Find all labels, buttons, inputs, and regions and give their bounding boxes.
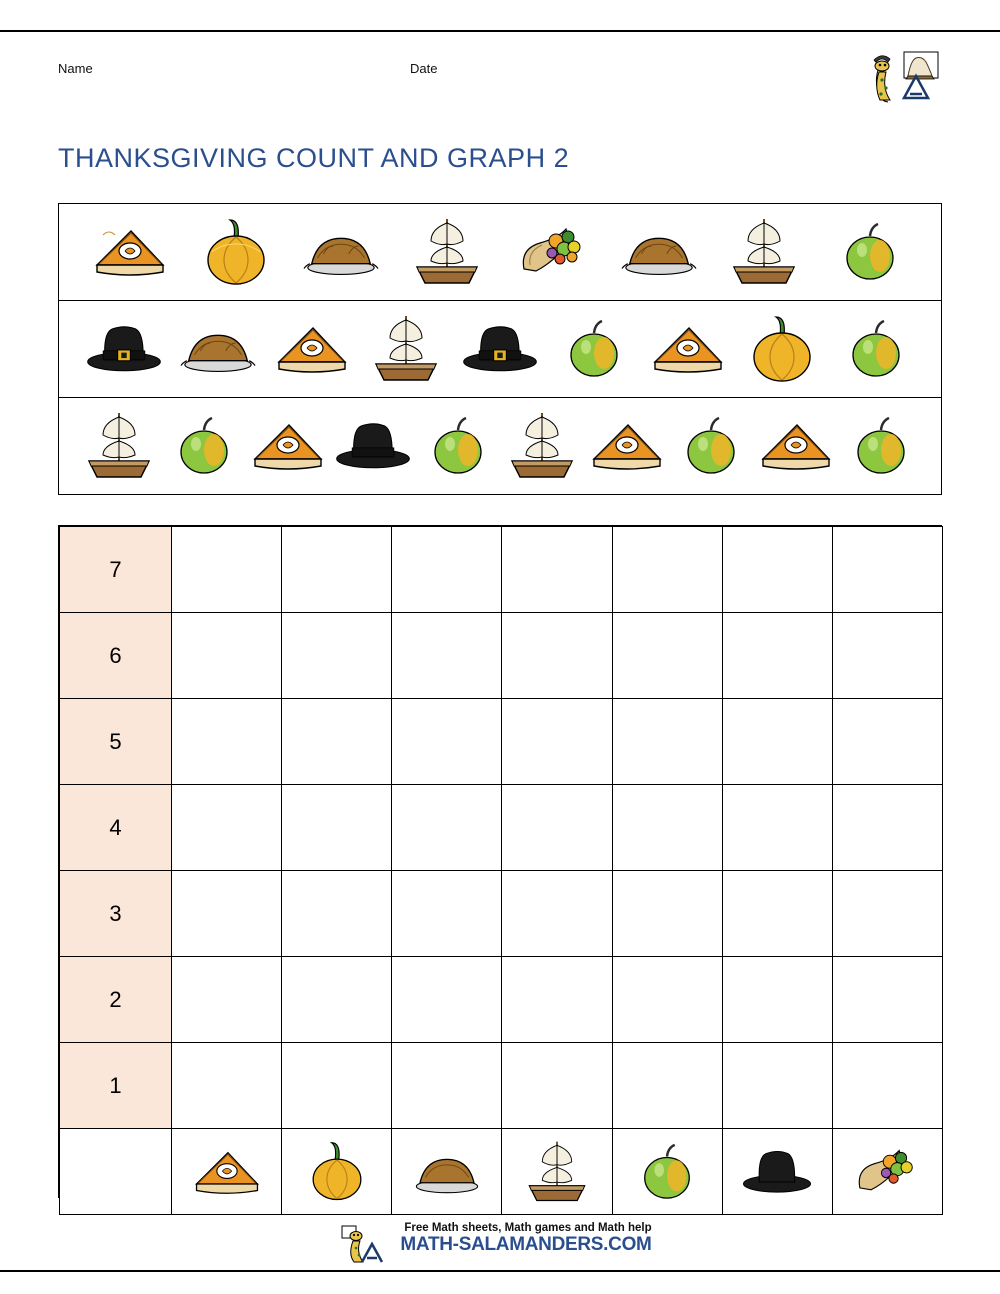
graph-cell[interactable]	[832, 871, 942, 957]
column-header-hat	[722, 1129, 832, 1215]
column-header-apple	[612, 1129, 722, 1215]
pie-icon	[757, 407, 835, 485]
graph-cell[interactable]	[612, 785, 722, 871]
graph-cell[interactable]	[832, 957, 942, 1043]
graph-cell[interactable]	[832, 613, 942, 699]
ship-icon	[408, 213, 486, 291]
graph-cell[interactable]	[832, 527, 942, 613]
graph-grid	[58, 525, 942, 1198]
turkey-icon	[302, 213, 380, 291]
picture-rows-box	[58, 203, 942, 495]
graph-cell[interactable]	[612, 957, 722, 1043]
axis-corner-cell	[60, 1129, 172, 1215]
footer-tagline: Free Math sheets, Math games and Math help	[404, 1222, 652, 1234]
table-row	[60, 1129, 943, 1215]
cornucopia-icon	[851, 1136, 923, 1208]
column-header-pumpkin	[282, 1129, 392, 1215]
graph-cell[interactable]	[172, 613, 282, 699]
graph-cell[interactable]	[172, 785, 282, 871]
y-axis-label: 7	[60, 527, 172, 613]
graph-cell[interactable]	[722, 957, 832, 1043]
graph-cell[interactable]	[722, 1043, 832, 1129]
pie-icon	[273, 310, 351, 388]
hat-icon	[461, 310, 539, 388]
ship-icon	[80, 407, 158, 485]
table-row	[60, 613, 943, 699]
date-label: Date	[410, 61, 438, 76]
ship-icon	[503, 407, 581, 485]
table-row	[60, 1043, 943, 1129]
pie-icon	[588, 407, 666, 485]
graph-cell[interactable]	[392, 613, 502, 699]
graph-cell[interactable]	[502, 527, 612, 613]
hat-icon	[741, 1136, 813, 1208]
graph-cell[interactable]	[832, 699, 942, 785]
graph-cell[interactable]	[502, 613, 612, 699]
graph-cell[interactable]	[282, 613, 392, 699]
graph-cell[interactable]	[612, 1043, 722, 1129]
apple-icon	[831, 213, 909, 291]
graph-cell[interactable]	[722, 785, 832, 871]
graph-cell[interactable]	[392, 527, 502, 613]
pumpkin-icon	[301, 1136, 373, 1208]
y-axis-label: 5	[60, 699, 172, 785]
column-header-ship	[502, 1129, 612, 1215]
graph-cell[interactable]	[282, 699, 392, 785]
turkey-icon	[179, 310, 257, 388]
graph-cell[interactable]	[502, 1043, 612, 1129]
footer	[0, 1222, 1000, 1256]
apple-icon	[631, 1136, 703, 1208]
turkey-icon	[411, 1136, 483, 1208]
salamander-logo-icon	[340, 1224, 392, 1264]
graph-cell[interactable]	[392, 699, 502, 785]
graph-cell[interactable]	[172, 1043, 282, 1129]
graph-cell[interactable]	[612, 527, 722, 613]
graph-cell[interactable]	[722, 699, 832, 785]
column-header-pie	[172, 1129, 282, 1215]
ship-icon	[367, 310, 445, 388]
graph-cell[interactable]	[172, 957, 282, 1043]
apple-icon	[672, 407, 750, 485]
picture-row	[59, 204, 941, 301]
graph-cell[interactable]	[282, 785, 392, 871]
y-axis-label: 1	[60, 1043, 172, 1129]
pie-icon	[91, 213, 169, 291]
pie-icon	[249, 407, 327, 485]
table-row	[60, 785, 943, 871]
y-axis-label: 3	[60, 871, 172, 957]
math-salamanders-turkey-logo-icon	[864, 50, 944, 108]
column-header-cornucopia	[832, 1129, 942, 1215]
graph-cell[interactable]	[612, 699, 722, 785]
pie-icon	[191, 1136, 263, 1208]
picture-row	[59, 398, 941, 494]
y-axis-label: 2	[60, 957, 172, 1043]
name-label: Name	[58, 61, 93, 76]
apple-icon	[837, 310, 915, 388]
graph-cell[interactable]	[392, 957, 502, 1043]
column-header-turkey	[392, 1129, 502, 1215]
hat-icon	[334, 407, 412, 485]
graph-cell[interactable]	[282, 871, 392, 957]
graph-cell[interactable]	[832, 1043, 942, 1129]
ship-icon	[521, 1136, 593, 1208]
graph-cell[interactable]	[392, 785, 502, 871]
graph-cell[interactable]	[722, 527, 832, 613]
pumpkin-icon	[197, 213, 275, 291]
graph-cell[interactable]	[172, 871, 282, 957]
page-title: THANKSGIVING COUNT AND GRAPH 2	[58, 143, 570, 174]
graph-cell[interactable]	[612, 871, 722, 957]
turkey-icon	[620, 213, 698, 291]
bottom-divider	[0, 1270, 1000, 1272]
graph-cell[interactable]	[502, 699, 612, 785]
ship-icon	[725, 213, 803, 291]
apple-icon	[165, 407, 243, 485]
graph-cell[interactable]	[502, 957, 612, 1043]
graph-cell[interactable]	[722, 613, 832, 699]
graph-cell[interactable]	[282, 957, 392, 1043]
graph-cell[interactable]	[722, 871, 832, 957]
apple-icon	[419, 407, 497, 485]
table-row	[60, 957, 943, 1043]
apple-icon	[555, 310, 633, 388]
graph-cell[interactable]	[282, 527, 392, 613]
graph-cell[interactable]	[392, 1043, 502, 1129]
apple-icon	[842, 407, 920, 485]
graph-cell[interactable]	[392, 871, 502, 957]
pumpkin-icon	[743, 310, 821, 388]
cornucopia-icon	[514, 213, 592, 291]
y-axis-label: 6	[60, 613, 172, 699]
graph-cell[interactable]	[172, 527, 282, 613]
y-axis-label: 4	[60, 785, 172, 871]
picture-row	[59, 301, 941, 398]
graph-cell[interactable]	[502, 785, 612, 871]
footer-brand[interactable]: MATH-SALAMANDERS.COM	[400, 1234, 652, 1255]
table-row	[60, 527, 943, 613]
table-row	[60, 871, 943, 957]
top-divider	[0, 30, 1000, 32]
pie-icon	[649, 310, 727, 388]
graph-cell[interactable]	[502, 871, 612, 957]
graph-cell[interactable]	[612, 613, 722, 699]
table-row	[60, 699, 943, 785]
graph-cell[interactable]	[282, 1043, 392, 1129]
graph-table	[59, 526, 943, 1215]
graph-cell[interactable]	[172, 699, 282, 785]
hat-icon	[85, 310, 163, 388]
graph-cell[interactable]	[832, 785, 942, 871]
